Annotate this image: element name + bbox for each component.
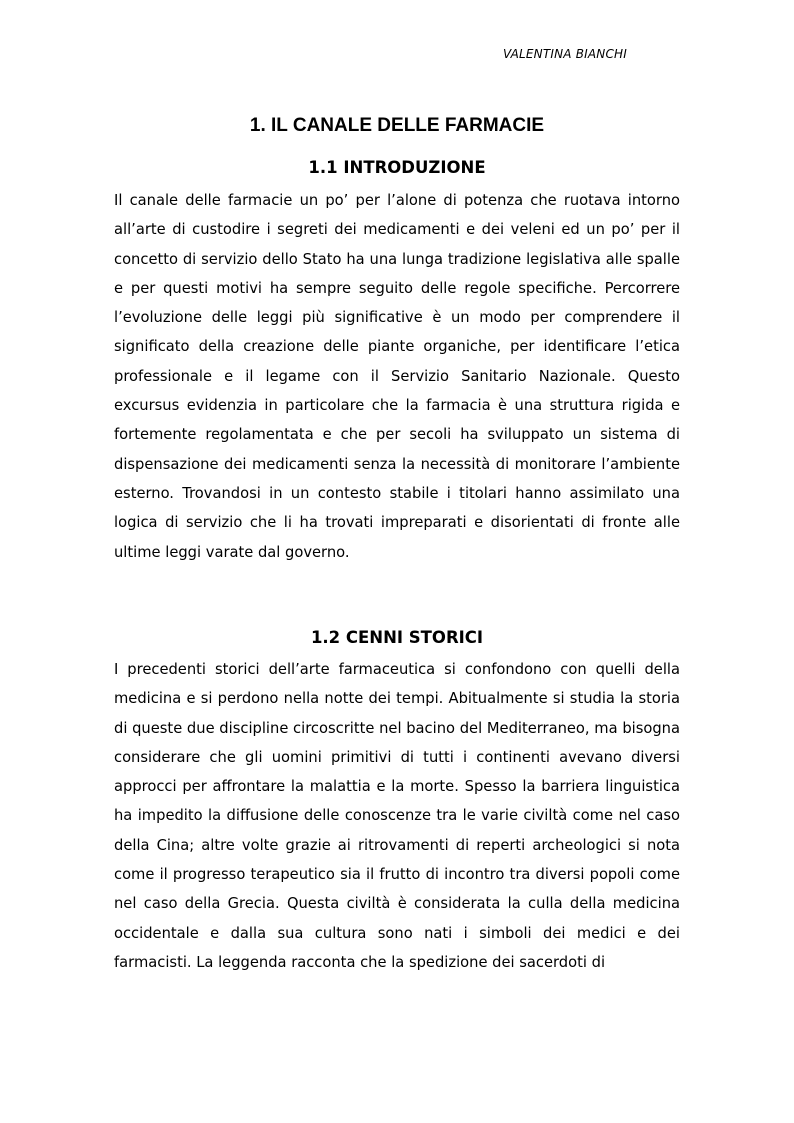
section-title-cenni-storici: 1.2 CENNI STORICI: [310, 628, 484, 647]
running-header-author: VALENTINA BIANCHI: [503, 47, 628, 61]
section-title-introduzione: 1.1 INTRODUZIONE: [308, 158, 486, 177]
chapter-title: 1. IL CANALE DELLE FARMACIE: [249, 115, 545, 136]
section-paragraph-introduzione: Il canale delle farmacie un po’ per l’alone di potenza che ruotava intorno all’arte di custodire i segreti dei medicamenti e dei veleni ed un po’ per il concetto di servizio dello Stato ha una lunga tradizione legislativa alle spalle e per questi motivi ha sempre seguito delle regole specifiche. Percorrere l’evoluzione delle leggi più significative è un modo per comprendere il significato della creazione delle piante organiche, per identificare l’etica professionale e il legame con il Servizio Sanitario Nazionale. Questo excursus evidenzia in particolare che la farmacia è una struttura rigida e fortemente regolamentata e che per secoli ha sviluppato un sistema di dispensazione dei medicamenti senza la necessità di monitorare l’ambiente esterno. Trovandosi in un contesto stabile i titolari hanno assimilato una logica di servizio che li ha trovati impreparati e disorientati di fronte alle ultime leggi varate dal governo.: [114, 192, 680, 561]
section-paragraph-cenni-storici: I precedenti storici dell’arte farmaceutica si confondono con quelli della medicina e si perdono nella notte dei tempi. Abitualmente si studia la storia di queste due discipline circoscritte nel bacino del Mediterraneo, ma bisogna considerare che gli uomini primitivi di tutti i continenti avevano diversi approcci per affrontare la malattia e la morte. Spesso la barriera linguistica ha impedito la diffusione delle conoscenze tra le varie civiltà come nel caso della Cina; altre volte grazie ai ritrovamenti di reperti archeologici si nota come il progresso terapeutico sia il frutto di incontro tra diversi popoli come nel caso della Grecia. Questa civiltà è considerata la culla della medicina occidentale e dalla sua cultura sono nati i simboli dei medici e dei farmacisti. La leggenda racconta che la spedizione dei sacerdoti di: [114, 661, 680, 971]
